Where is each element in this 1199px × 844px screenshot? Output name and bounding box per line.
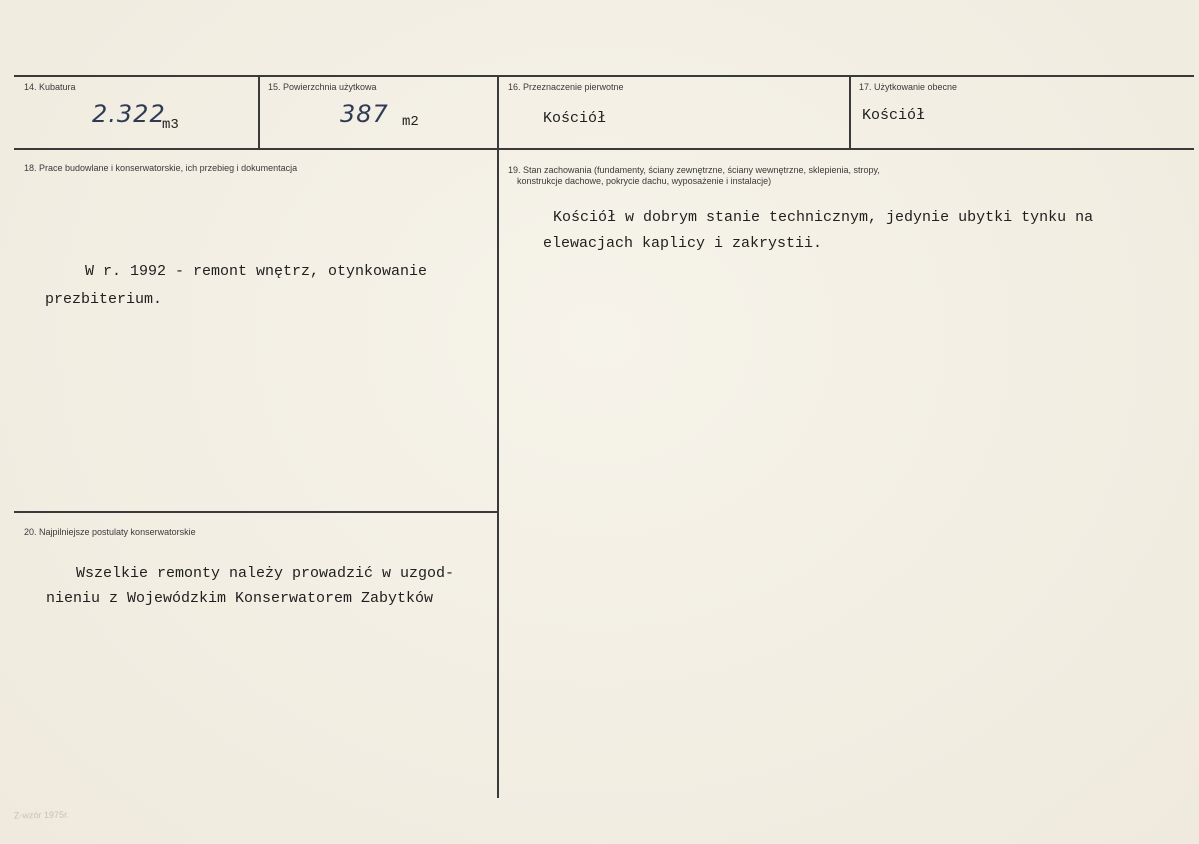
field15-label: 15. Powierzchnia użytkowa (268, 82, 377, 92)
field16-label: 16. Przeznaczenie pierwotne (508, 82, 624, 92)
field20-line-2: nieniu z Wojewódzkim Konserwatorem Zabytków (46, 590, 434, 607)
field18-label: 18. Prace budowlane i konserwatorskie, ich przebieg i dokumentacja (24, 163, 298, 173)
row1-bottom-rule (14, 148, 1194, 150)
divider-16-17 (849, 75, 851, 150)
field18-line-1: W r. 1992 - remont wnętrz, otynkowanie (85, 263, 428, 280)
field15-value: 387 (340, 100, 389, 128)
field18-line-2: prezbiterium. (45, 291, 163, 308)
field16-value: Kościół (543, 110, 607, 127)
field14-label: 14. Kubatura (24, 82, 76, 92)
divider-14-15 (258, 75, 260, 150)
field20-line-1: Wszelkie remonty należy prowadzić w uzgod- (76, 565, 455, 582)
field19-line-2: elewacjach kaplicy i zakrystii. (543, 235, 823, 252)
top-rule (14, 75, 1194, 77)
field20-label: 20. Najpilniejsze postulaty konserwatorskie (24, 527, 196, 537)
field19-label-line-2: konstrukcje dachowe, pokrycie dachu, wyposażenie i instalacje) (517, 176, 772, 186)
field17-value: Kościół (862, 107, 926, 124)
field19-line-1: Kościół w dobrym stanie technicznym, jedynie ubytki tynku na (553, 209, 1094, 226)
field17-label: 17. Użytkowanie obecne (859, 82, 958, 92)
main-column-divider (497, 75, 499, 798)
field15-unit: m2 (402, 114, 419, 130)
field14-value: 2.322 (92, 100, 166, 128)
field19-label-line-1: 19. Stan zachowania (fundamenty, ściany zewnętrzne, ściany wewnętrzne, sklepienia, stropy, (508, 165, 880, 175)
form-edition-stamp: Z-wzór 1975r. (13, 809, 70, 821)
field14-unit: m3 (162, 117, 179, 133)
section20-top-rule (14, 511, 498, 513)
